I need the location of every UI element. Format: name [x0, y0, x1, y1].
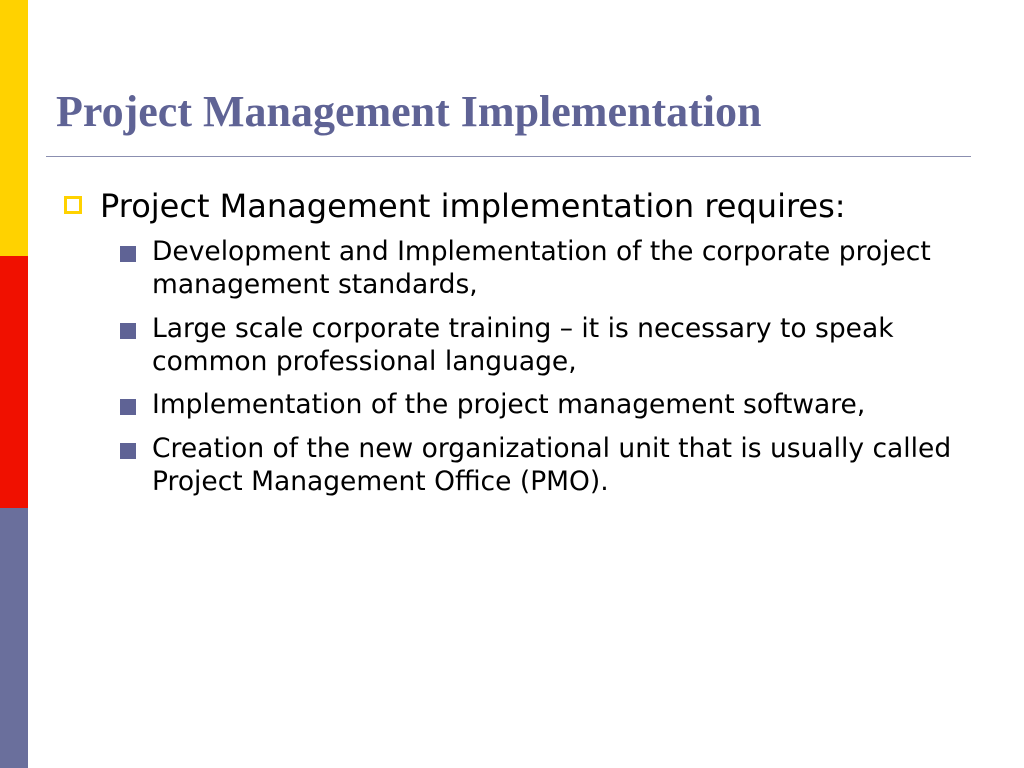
- bullet-level2-list: [46, 235, 996, 499]
- decorative-side-bar: [0, 0, 28, 768]
- bullet-level1-label: Project Management implementation requires:: [100, 187, 846, 225]
- title-divider: [46, 156, 971, 157]
- slide-title: Project Management Implementation: [56, 87, 762, 136]
- bullet-level2-label: Large scale corporate training – it is necessary to speak common professional language,: [152, 312, 894, 378]
- list-item: [46, 388, 996, 421]
- side-bar-segment-yellow: [0, 0, 28, 256]
- square-bullet-icon: [120, 443, 136, 459]
- bullet-level2-label: Implementation of the project management software,: [152, 389, 866, 421]
- list-item: [46, 312, 996, 379]
- list-item: [46, 432, 996, 499]
- bullet-level2-label: Development and Implementation of the corporate project management standards,: [152, 235, 931, 301]
- side-bar-segment-blue: [0, 508, 28, 768]
- slide-body: [46, 186, 996, 509]
- list-item: [46, 235, 996, 302]
- side-bar-segment-red: [0, 256, 28, 508]
- square-bullet-icon: [120, 399, 136, 415]
- square-bullet-icon: [120, 246, 136, 262]
- bullet-level2-label: Creation of the new organizational unit that is usually called Project Management Office (PMO).: [152, 432, 952, 498]
- bullet-level1-item: [46, 186, 996, 227]
- square-bullet-icon: [120, 323, 136, 339]
- square-outline-bullet-icon: [64, 196, 82, 214]
